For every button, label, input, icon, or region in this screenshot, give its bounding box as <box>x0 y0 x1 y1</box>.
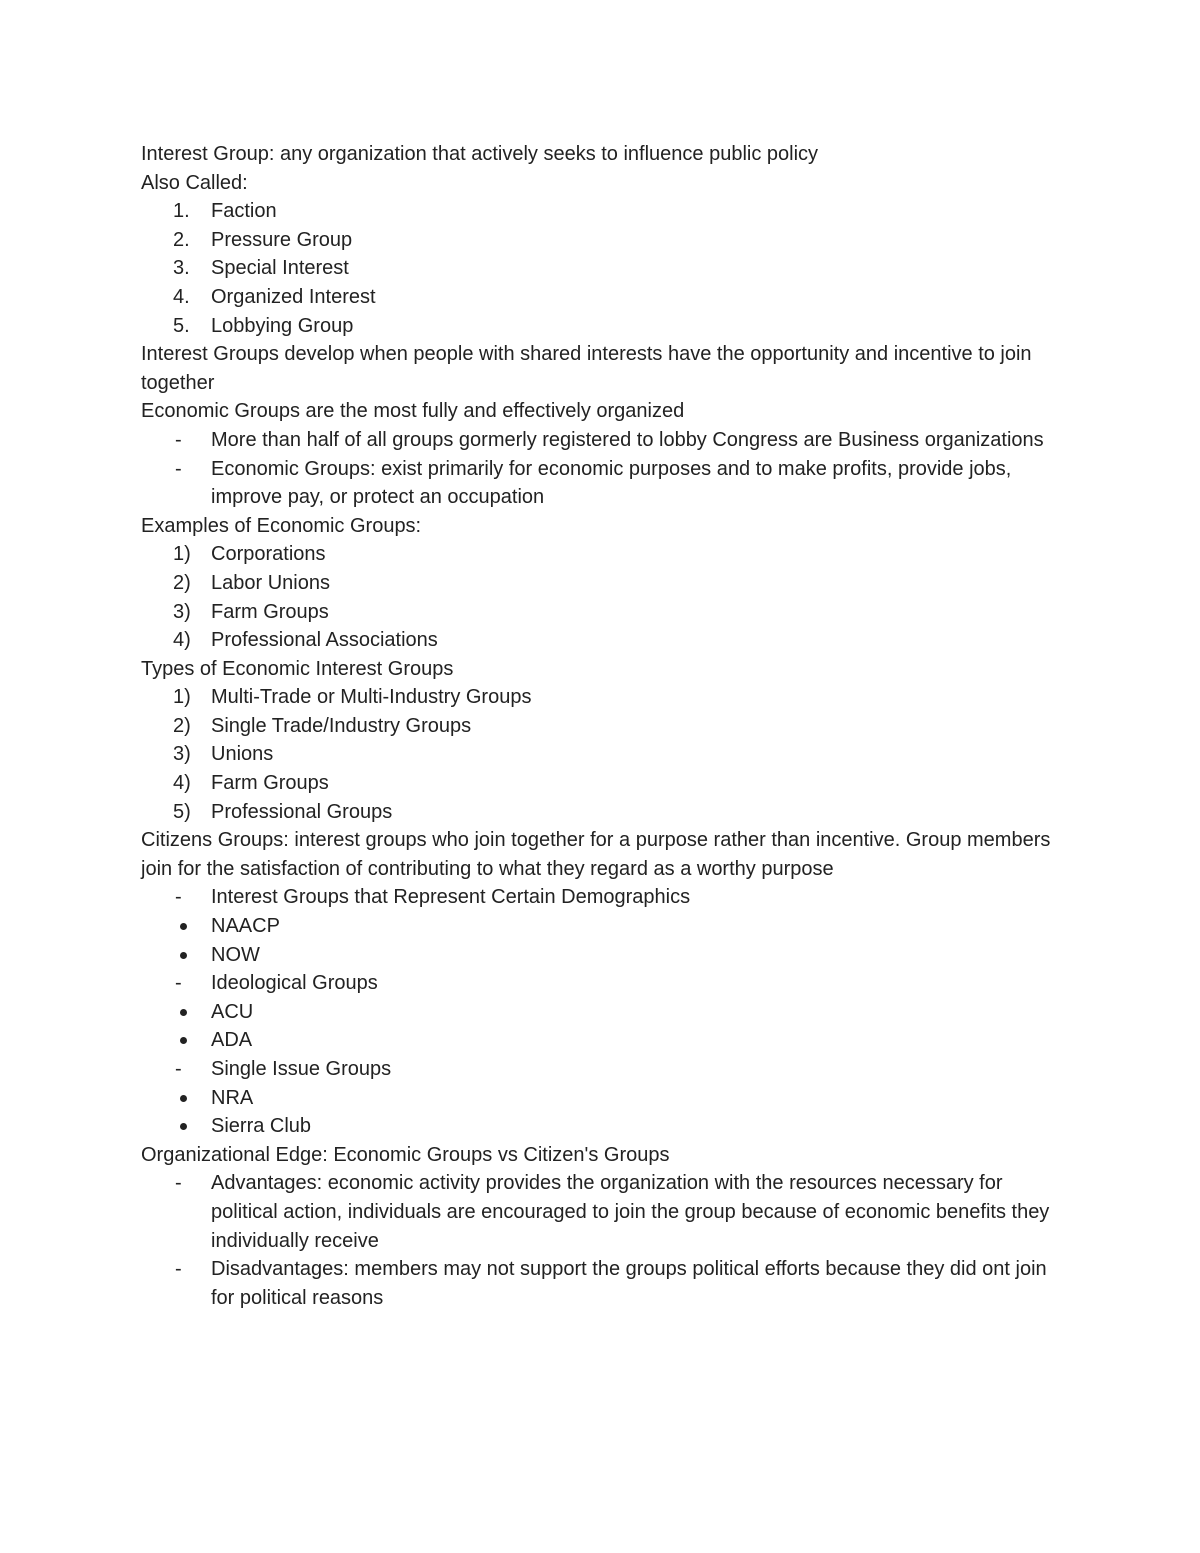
list-item <box>141 1112 1051 1141</box>
list-item <box>141 254 1051 283</box>
list-item-text: Lobbying Group <box>211 314 354 337</box>
list-item-text: Sierra Club <box>211 1115 312 1138</box>
list-item-text: Multi-Trade or Multi-Industry Groups <box>211 686 532 709</box>
list-item-text: Unions <box>211 743 274 766</box>
list-item-text: Economic Groups: exist primarily for economic purposes and to make profits, provide jobs, improve pay, or protect an occupation <box>211 457 1012 509</box>
list-item-text: Organized Interest <box>211 285 376 308</box>
dash-marker: - <box>175 428 182 451</box>
list-item <box>141 226 1051 255</box>
list-number: 1. <box>173 200 190 223</box>
list-item-text: Farm Groups <box>211 600 329 623</box>
list-number: 5. <box>173 314 190 337</box>
list-item <box>141 455 1051 512</box>
list-number: 2) <box>173 714 191 737</box>
list-item-text: ACU <box>211 1000 254 1023</box>
list-item <box>141 1084 1051 1113</box>
list-item <box>141 941 1051 970</box>
paragraph: Economic Groups are the most fully and effectively organized <box>141 400 685 423</box>
bullet-icon <box>141 912 211 941</box>
list-item <box>141 769 1051 798</box>
list-item <box>141 1055 1051 1084</box>
paragraph: Types of Economic Interest Groups <box>141 657 454 680</box>
list-item <box>141 598 1051 627</box>
list-item <box>141 626 1051 655</box>
dash-marker: - <box>175 1172 182 1195</box>
list-number: 4. <box>173 285 190 308</box>
paragraph: Interest Groups develop when people with shared interests have the opportunity and incentive to join together <box>141 343 1032 394</box>
list-item-text: NAACP <box>211 915 280 938</box>
list-item-text: More than half of all groups gormerly registered to lobby Congress are Business organizations <box>211 428 1044 451</box>
list-item-text: Farm Groups <box>211 772 329 795</box>
list-item-text: Single Issue Groups <box>211 1058 392 1080</box>
list-item-text: Professional Associations <box>211 629 438 652</box>
list-item-text: Interest Groups that Represent Certain Demographics <box>211 886 691 909</box>
list-item-text: Single Trade/Industry Groups <box>211 714 472 737</box>
list-item-text: Special Interest <box>211 257 349 280</box>
paragraph: Also Called: <box>141 171 248 194</box>
dash-marker: - <box>175 1058 182 1080</box>
bullet-icon <box>141 1026 211 1055</box>
list-item <box>141 883 1051 912</box>
list-number: 4) <box>173 629 191 652</box>
list-item <box>141 312 1051 341</box>
paragraph: Interest Group: any organization that actively seeks to influence public policy <box>141 143 819 165</box>
list-number: 2. <box>173 228 190 251</box>
list-item-text: Professional Groups <box>211 800 393 823</box>
paragraph: Examples of Economic Groups: <box>141 514 422 537</box>
list-item-text: Labor Unions <box>211 571 330 594</box>
list-item-text: ADA <box>211 1029 253 1052</box>
bullet-icon <box>141 941 211 970</box>
list-number: 3) <box>173 743 191 766</box>
list-item <box>141 197 1051 226</box>
list-item <box>141 798 1051 827</box>
dash-marker: - <box>175 886 182 909</box>
list-item <box>141 998 1051 1027</box>
list-item-text: Pressure Group <box>211 228 353 251</box>
list-number: 4) <box>173 772 191 795</box>
list-number: 1) <box>173 686 191 709</box>
list-number: 1) <box>173 543 191 566</box>
bullet-icon <box>141 998 211 1027</box>
document-page <box>141 140 1051 1312</box>
list-item-text: Corporations <box>211 543 326 566</box>
list-item <box>141 283 1051 312</box>
list-item <box>141 712 1051 741</box>
list-item <box>141 1026 1051 1055</box>
paragraph: Organizational Edge: Economic Groups vs Citizen's Groups <box>141 1143 670 1166</box>
list-item <box>141 426 1051 455</box>
list-item <box>141 569 1051 598</box>
list-number: 3. <box>173 257 190 280</box>
list-number: 3) <box>173 600 191 623</box>
list-item-text: Faction <box>211 200 277 223</box>
list-item-text: NRA <box>211 1086 254 1109</box>
bullet-icon <box>141 1084 211 1113</box>
list-item-text: Advantages: economic activity provides the organization with the resources necessary for political action, individuals are encouraged to join the group because of economic benefits they individually receive <box>211 1172 1050 1252</box>
list-item-text: Disadvantages: members may not support the groups political efforts because they did ont join for political reasons <box>211 1258 1047 1309</box>
list-item <box>141 1255 1051 1312</box>
list-item-text: NOW <box>211 943 260 966</box>
paragraph: Citizens Groups: interest groups who join together for a purpose rather than incentive. Group members join for the satisfaction of contributing to what they regard as a worthy purpose <box>141 829 1051 880</box>
list-item <box>141 683 1051 712</box>
dash-marker: - <box>175 972 182 995</box>
list-item <box>141 912 1051 941</box>
list-number: 2) <box>173 571 191 594</box>
list-item <box>141 969 1051 998</box>
bullet-icon <box>141 1112 211 1141</box>
list-item <box>141 740 1051 769</box>
dash-marker: - <box>175 457 182 480</box>
list-item-text: Ideological Groups <box>211 972 378 995</box>
list-number: 5) <box>173 800 191 823</box>
dash-marker: - <box>175 1258 182 1281</box>
list-item <box>141 1169 1051 1255</box>
list-item <box>141 540 1051 569</box>
